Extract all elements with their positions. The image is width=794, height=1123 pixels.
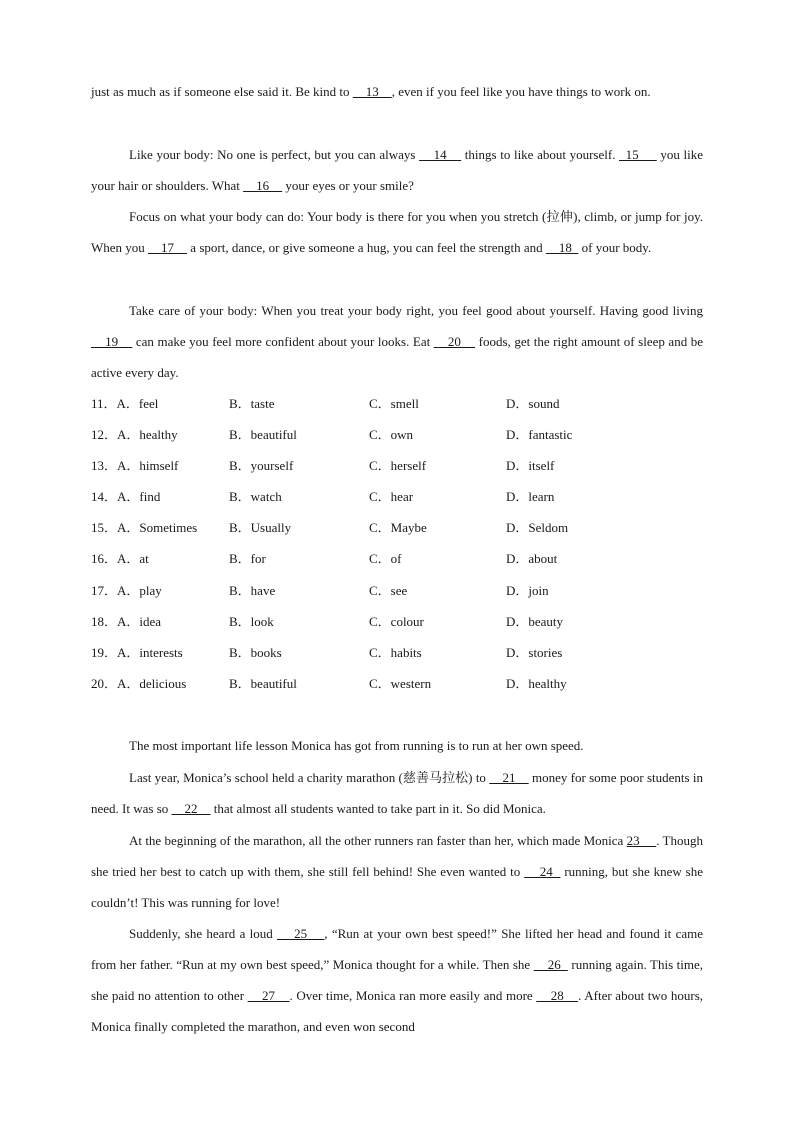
option-row-15 [91,512,703,543]
text: , “Run at your own best speed!” She lifted her head and found it came from her father. “Run at my own best speed,” Monica thought for a while. Then she [91,926,703,972]
option: B．beautiful [229,675,297,691]
blank-13: 13 [352,84,392,99]
option: D．beauty [506,613,564,629]
option: C．Maybe [369,520,427,536]
option: D．stories [506,644,563,660]
option: B．taste [229,396,275,411]
option: B．books [229,644,282,660]
option: D．about [506,551,558,567]
option: D．learn [506,489,555,505]
option: B．look [229,613,274,629]
text: . Over time, Monica ran more easily and more [289,988,537,1003]
text: foods, get the right amount of sleep and be active every day. [91,334,704,380]
option: 16．A．at [91,551,149,567]
text: money for some poor students in need. It was so [91,770,703,816]
text: things to like about yourself. [461,147,620,162]
passage2-paragraph-1 [91,762,703,824]
text: , even if you feel like you have things to work on. [391,84,651,99]
text: of your body. [578,240,652,255]
option: 20．A．delicious [91,675,187,691]
blank-22: 22 [171,801,211,816]
passage1-paragraph-1 [91,139,703,201]
option: C．colour [369,613,424,629]
option-row-20 [91,668,703,699]
blank-14: 14 [419,147,462,162]
blank-21: 21 [489,770,529,785]
option: B．watch [229,489,282,505]
passage1-paragraph-3 [91,295,703,388]
option-row-14 [91,481,703,512]
text: running again. This time, she paid no attention to other [91,957,703,1003]
text: Last year, Monica’s school held a charity marathon (慈善马拉松) to [129,770,490,785]
option: 17．A．play [91,582,162,598]
option-row-12 [91,419,703,450]
option: C．own [369,427,414,443]
blank-19: 19 [91,334,133,349]
text: running, but she knew she couldn’t! This was running for love! [91,864,703,910]
passage2-paragraph-3 [91,918,703,1042]
text: . Though she tried her best to catch up with them, she still fell behind! She even wanted to [91,833,703,879]
text: At the beginning of the marathon, all the other runners ran faster than her, which made Monica [129,833,627,848]
passage1-paragraph-2 [91,201,703,263]
passage2-paragraph-2 [91,825,703,918]
option-row-17 [91,575,703,606]
option: 12．A．healthy [91,427,178,443]
blank-23: 23 [626,833,657,848]
option-row-19 [91,637,703,668]
option: C．western [369,675,432,691]
blank-20: 20 [433,334,476,349]
option: 15．A．Sometimes [91,520,198,536]
option: C．of [369,551,402,567]
text: you like your hair or shoulders. What [91,147,703,193]
text: that almost all students wanted to take part in it. So did Monica. [210,801,546,816]
option: C．see [369,582,408,598]
option: D．itself [506,458,555,474]
option-row-11 [91,388,703,419]
option: 18．A．idea [91,613,162,629]
text: your eyes or your smile? [282,178,414,193]
option: D．Seldom [506,520,569,536]
option: C．habits [369,644,422,660]
blank-18: 18 [545,240,579,255]
option: D．healthy [506,675,567,691]
blank-27: 27 [247,988,290,1003]
blank-25: 25 [277,926,325,941]
option-row-18 [91,606,703,637]
blank-17: 17 [148,240,188,255]
option: 14．A．find [91,489,161,505]
option: C．hear [369,489,414,505]
option: B．yourself [229,458,294,474]
options-list [91,388,703,699]
text: just as much as if someone else said it. Be kind to [91,84,353,99]
blank-26: 26 [533,957,568,972]
option: C．herself [369,458,427,474]
blank-24: 24 [524,864,561,879]
option: 11．A．feel [91,396,159,411]
option: B．have [229,582,276,598]
option: D．sound [506,396,560,411]
blank-15: _15 [619,147,657,162]
option: 13．A．himself [91,458,179,474]
blank-16: 16 [243,178,283,193]
text: a sport, dance, or give someone a hug, you can feel the strength and [187,240,546,255]
text: Focus on what your body can do: Your body is there for you when you stretch (拉伸), climb, or jump for joy. When you [91,209,703,255]
text: . After about two hours, Monica finally completed the marathon, and even won second [91,988,704,1034]
option: D．join [506,582,549,598]
text: Take care of your body: When you treat your body right, you feel good about yourself. Having good living [129,303,703,318]
blank-28: 28 [536,988,579,1003]
passage1-paragraph-0 [91,76,703,107]
option: B．beautiful [229,427,297,443]
text: can make you feel more confident about your looks. Eat [132,334,434,349]
option: 19．A．interests [91,644,183,660]
option: D．fantastic [506,427,573,443]
option-row-13 [91,450,703,481]
passage2-paragraph-0: The most important life lesson Monica has got from running is to run at her own speed. [129,738,584,753]
option: B．Usually [229,520,292,536]
option: B．for [229,551,266,567]
option: C．smell [369,396,419,411]
text: Like your body: No one is perfect, but you can always [129,147,420,162]
text: Suddenly, she heard a loud [129,926,278,941]
option-row-16 [91,543,703,574]
